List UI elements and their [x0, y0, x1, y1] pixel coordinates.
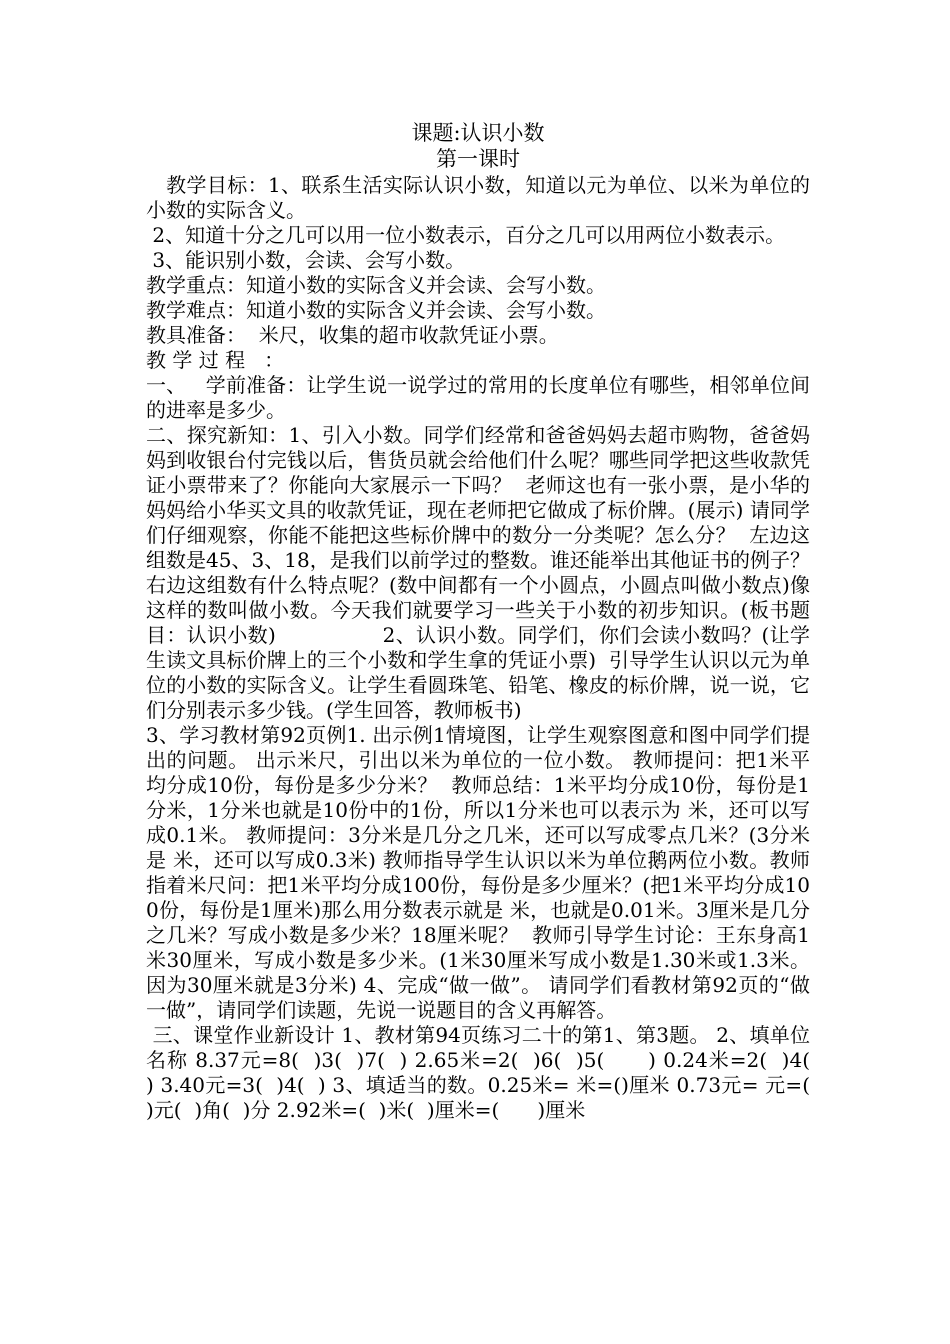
paragraph-process-heading: 教 学 过 程 ：: [146, 348, 285, 372]
paragraph-difficulties: 教学难点：知道小数的实际含义并会读、会写小数。: [146, 298, 606, 322]
document-page: [146, 120, 849, 1123]
document-subtitle: 第一课时: [436, 147, 520, 171]
paragraph-key-points: 教学重点：知道小数的实际含义并会读、会写小数。: [146, 273, 606, 297]
paragraph-objective-2: 2、知道十分之几可以用一位小数表示，百分之几可以用两位小数表示。: [146, 223, 786, 247]
paragraph-homework: 三、课堂作业新设计 1、教材第94页练习二十的第1、第3题。 2、填单位名称 8.37元=8( )3( )7( ) 2.65米=2( )6( )5( ) 0.24米=2( )4( ) 3.40元=3( )4( ) 3、填适当的数。0.25米= 米=()厘米 0.73元= 元=( )元( )角( )分 2.92米=( )米( )厘米=( )厘米: [146, 1023, 849, 1122]
paragraph-textbook-example: 3、学习教材第92页例1. 出示例1情境图，让学生观察图意和图中同学们提出的问题。 出示米尺，引出以米为单位的一位小数。 教师提问：把1米平均分成10份，每份是多少分米？ 教师总结：1米平均分成10份，每份是1分米，1分米也就是10份中的1份，所以1分米也可以表示为 米，还可以写成0.1米。 教师提问：3分米是几分之几米，还可以写成零点几米？(3分米是 米，还可以写成0.3米) 教师指导学生认识以米为单位鹅两位小数。教师指着米尺问：把1米平均分成100份，每份是多少厘米？(把1米平均分成100份，每份是1厘米)那么用分数表示就是 米，也就是0.01米。3厘米是几分之几米？写成小数是多少米？18厘米呢？ 教师引导学生讨论：王东身高1米30厘米，写成小数是多少米。(1米30厘米写成小数是1.30米或1.3米。因为30厘米就是3分米) 4、完成“做一做”。 请同学们看教材第92页的“做一做”，请同学们读题，先说一说题目的含义再解答。: [146, 723, 810, 1022]
paragraph-objective-3: 3、能识别小数，会读、会写小数。: [146, 248, 466, 272]
paragraph-preparation: 一、 学前准备：让学生说一说学过的常用的长度单位有哪些，相邻单位间的进率是多少。: [146, 373, 810, 422]
document-title: 课题:认识小数: [411, 121, 545, 145]
paragraph-objectives: 教学目标：1、联系生活实际认识小数，知道以元为单位、以米为单位的小数的实际含义。: [146, 173, 810, 222]
paragraph-explore: 二、探究新知：1、引入小数。同学们经常和爸爸妈妈去超市购物，爸爸妈妈到收银台付完钱以后，售货员就会给他们什么呢？哪些同学把这些收款凭证小票带来了？你能向大家展示一下吗？ 老师这也有一张小票，是小华的妈妈给小华买文具的收款凭证，现在老师把它做成了标价牌。(展示) 请同学们仔细观察，你能不能把这些标价牌中的数分一分类呢？怎么分？ 左边这组数是45、3、18，是我们以前学过的整数。谁还能举出其他证书的例子？右边这组数有什么特点呢？(数中间都有一个小圆点，小圆点叫做小数点)像这样的数叫做小数。今天我们就要学习一些关于小数的初步知识。(板书题目：认识小数) 2、认识小数。同学们，你们会读小数吗？(让学生读文具标价牌上的三个小数和学生拿的凭证小票) 引导学生认识以元为单位的小数的实际含义。让学生看圆珠笔、铅笔、橡皮的标价牌，说一说，它们分别表示多少钱。(学生回答，教师板书): [146, 423, 810, 722]
paragraph-materials: 教具准备： 米尺，收集的超市收款凭证小票。: [146, 323, 559, 347]
